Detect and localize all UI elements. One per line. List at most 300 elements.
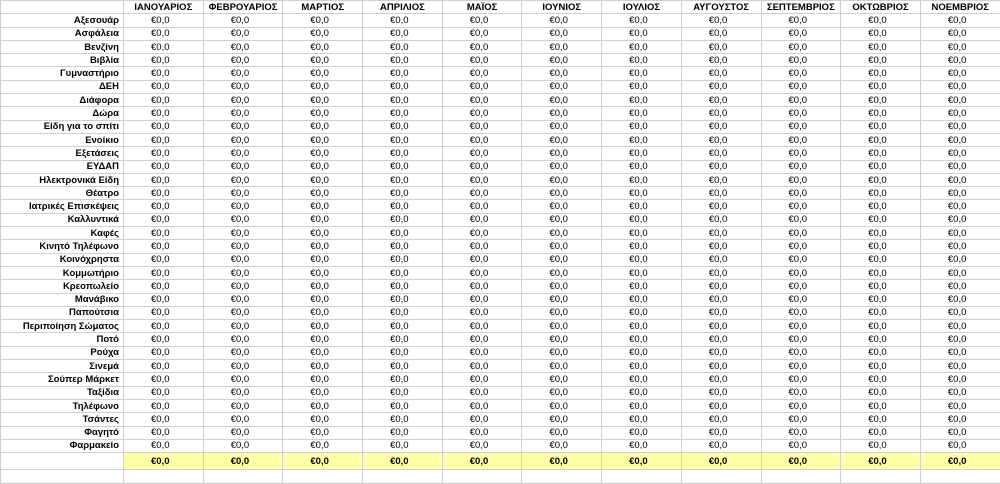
empty-cell[interactable] bbox=[761, 470, 841, 484]
value-cell[interactable]: €0,0 bbox=[124, 187, 204, 200]
value-cell[interactable]: €0,0 bbox=[602, 107, 682, 120]
value-cell[interactable]: €0,0 bbox=[761, 187, 841, 200]
value-cell[interactable]: €0,0 bbox=[124, 173, 204, 186]
value-cell[interactable]: €0,0 bbox=[761, 147, 841, 160]
value-cell[interactable]: €0,0 bbox=[602, 67, 682, 80]
value-cell[interactable]: €0,0 bbox=[602, 266, 682, 279]
value-cell[interactable]: €0,0 bbox=[920, 373, 1000, 386]
value-cell[interactable]: €0,0 bbox=[602, 187, 682, 200]
value-cell[interactable]: €0,0 bbox=[602, 94, 682, 107]
category-cell[interactable]: Κομμωτήριο bbox=[1, 266, 124, 279]
month-header-9[interactable]: ΣΕΠΤΕΜΒΡΙΟΣ bbox=[761, 1, 841, 14]
category-cell[interactable]: Διάφορα bbox=[1, 94, 124, 107]
value-cell[interactable]: €0,0 bbox=[681, 227, 761, 240]
value-cell[interactable]: €0,0 bbox=[363, 373, 443, 386]
value-cell[interactable]: €0,0 bbox=[602, 333, 682, 346]
value-cell[interactable]: €0,0 bbox=[522, 94, 602, 107]
value-cell[interactable]: €0,0 bbox=[363, 27, 443, 40]
value-cell[interactable]: €0,0 bbox=[442, 426, 522, 439]
empty-cell[interactable] bbox=[442, 470, 522, 484]
value-cell[interactable]: €0,0 bbox=[363, 253, 443, 266]
value-cell[interactable]: €0,0 bbox=[363, 67, 443, 80]
value-cell[interactable]: €0,0 bbox=[203, 426, 283, 439]
value-cell[interactable]: €0,0 bbox=[124, 133, 204, 146]
value-cell[interactable]: €0,0 bbox=[442, 213, 522, 226]
value-cell[interactable]: €0,0 bbox=[442, 187, 522, 200]
value-cell[interactable]: €0,0 bbox=[283, 293, 363, 306]
category-cell[interactable]: Καφές bbox=[1, 227, 124, 240]
value-cell[interactable]: €0,0 bbox=[363, 360, 443, 373]
value-cell[interactable]: €0,0 bbox=[602, 40, 682, 53]
category-cell[interactable]: Ποτό bbox=[1, 333, 124, 346]
value-cell[interactable]: €0,0 bbox=[681, 173, 761, 186]
value-cell[interactable]: €0,0 bbox=[203, 107, 283, 120]
value-cell[interactable]: €0,0 bbox=[602, 120, 682, 133]
value-cell[interactable]: €0,0 bbox=[203, 346, 283, 359]
value-cell[interactable]: €0,0 bbox=[841, 386, 921, 399]
value-cell[interactable]: €0,0 bbox=[602, 373, 682, 386]
value-cell[interactable]: €0,0 bbox=[681, 107, 761, 120]
value-cell[interactable]: €0,0 bbox=[124, 280, 204, 293]
value-cell[interactable]: €0,0 bbox=[283, 107, 363, 120]
value-cell[interactable]: €0,0 bbox=[841, 306, 921, 319]
value-cell[interactable]: €0,0 bbox=[920, 413, 1000, 426]
value-cell[interactable]: €0,0 bbox=[283, 147, 363, 160]
value-cell[interactable]: €0,0 bbox=[920, 426, 1000, 439]
value-cell[interactable]: €0,0 bbox=[761, 360, 841, 373]
value-cell[interactable]: €0,0 bbox=[124, 413, 204, 426]
value-cell[interactable]: €0,0 bbox=[602, 54, 682, 67]
value-cell[interactable]: €0,0 bbox=[203, 373, 283, 386]
value-cell[interactable]: €0,0 bbox=[761, 320, 841, 333]
value-cell[interactable]: €0,0 bbox=[203, 333, 283, 346]
value-cell[interactable]: €0,0 bbox=[920, 240, 1000, 253]
value-cell[interactable]: €0,0 bbox=[920, 54, 1000, 67]
value-cell[interactable]: €0,0 bbox=[522, 147, 602, 160]
value-cell[interactable]: €0,0 bbox=[841, 187, 921, 200]
value-cell[interactable]: €0,0 bbox=[602, 173, 682, 186]
value-cell[interactable]: €0,0 bbox=[841, 373, 921, 386]
value-cell[interactable]: €0,0 bbox=[681, 80, 761, 93]
value-cell[interactable]: €0,0 bbox=[203, 133, 283, 146]
empty-cell[interactable] bbox=[283, 470, 363, 484]
value-cell[interactable]: €0,0 bbox=[920, 333, 1000, 346]
value-cell[interactable]: €0,0 bbox=[522, 187, 602, 200]
value-cell[interactable]: €0,0 bbox=[283, 346, 363, 359]
category-cell[interactable]: Ασφάλεια bbox=[1, 27, 124, 40]
value-cell[interactable]: €0,0 bbox=[602, 439, 682, 452]
value-cell[interactable]: €0,0 bbox=[522, 413, 602, 426]
value-cell[interactable]: €0,0 bbox=[124, 386, 204, 399]
month-header-5[interactable]: ΜΑΪΟΣ bbox=[442, 1, 522, 14]
category-cell[interactable]: Θέατρο bbox=[1, 187, 124, 200]
category-cell[interactable]: ΕΥΔΑΠ bbox=[1, 160, 124, 173]
value-cell[interactable]: €0,0 bbox=[522, 346, 602, 359]
total-cell[interactable]: €0,0 bbox=[841, 453, 921, 470]
value-cell[interactable]: €0,0 bbox=[920, 439, 1000, 452]
value-cell[interactable]: €0,0 bbox=[363, 320, 443, 333]
value-cell[interactable]: €0,0 bbox=[920, 213, 1000, 226]
value-cell[interactable]: €0,0 bbox=[761, 120, 841, 133]
value-cell[interactable]: €0,0 bbox=[522, 386, 602, 399]
value-cell[interactable]: €0,0 bbox=[920, 200, 1000, 213]
value-cell[interactable]: €0,0 bbox=[681, 306, 761, 319]
value-cell[interactable]: €0,0 bbox=[920, 399, 1000, 412]
value-cell[interactable]: €0,0 bbox=[442, 80, 522, 93]
value-cell[interactable]: €0,0 bbox=[761, 346, 841, 359]
value-cell[interactable]: €0,0 bbox=[681, 253, 761, 266]
value-cell[interactable]: €0,0 bbox=[681, 54, 761, 67]
value-cell[interactable]: €0,0 bbox=[602, 200, 682, 213]
value-cell[interactable]: €0,0 bbox=[124, 227, 204, 240]
value-cell[interactable]: €0,0 bbox=[522, 439, 602, 452]
value-cell[interactable]: €0,0 bbox=[920, 27, 1000, 40]
value-cell[interactable]: €0,0 bbox=[602, 306, 682, 319]
value-cell[interactable]: €0,0 bbox=[522, 80, 602, 93]
value-cell[interactable]: €0,0 bbox=[124, 160, 204, 173]
value-cell[interactable]: €0,0 bbox=[841, 200, 921, 213]
value-cell[interactable]: €0,0 bbox=[363, 280, 443, 293]
value-cell[interactable]: €0,0 bbox=[442, 386, 522, 399]
value-cell[interactable]: €0,0 bbox=[602, 133, 682, 146]
value-cell[interactable]: €0,0 bbox=[522, 293, 602, 306]
value-cell[interactable]: €0,0 bbox=[681, 147, 761, 160]
category-cell[interactable]: Ιατρικές Επισκέψεις bbox=[1, 200, 124, 213]
value-cell[interactable]: €0,0 bbox=[363, 94, 443, 107]
category-cell[interactable]: Σινεμά bbox=[1, 360, 124, 373]
category-cell[interactable]: Παπούτσια bbox=[1, 306, 124, 319]
empty-cell[interactable] bbox=[681, 470, 761, 484]
value-cell[interactable]: €0,0 bbox=[602, 213, 682, 226]
category-cell[interactable]: Ηλεκτρονικά Είδη bbox=[1, 173, 124, 186]
value-cell[interactable]: €0,0 bbox=[363, 346, 443, 359]
value-cell[interactable]: €0,0 bbox=[920, 94, 1000, 107]
corner-cell[interactable] bbox=[1, 1, 124, 14]
value-cell[interactable]: €0,0 bbox=[203, 94, 283, 107]
value-cell[interactable]: €0,0 bbox=[203, 386, 283, 399]
value-cell[interactable]: €0,0 bbox=[283, 200, 363, 213]
value-cell[interactable]: €0,0 bbox=[442, 253, 522, 266]
value-cell[interactable]: €0,0 bbox=[841, 67, 921, 80]
total-cell[interactable]: €0,0 bbox=[363, 453, 443, 470]
value-cell[interactable]: €0,0 bbox=[761, 399, 841, 412]
month-header-4[interactable]: ΑΠΡΙΛΙΟΣ bbox=[363, 1, 443, 14]
value-cell[interactable]: €0,0 bbox=[841, 293, 921, 306]
category-cell[interactable]: Δώρα bbox=[1, 107, 124, 120]
value-cell[interactable]: €0,0 bbox=[203, 173, 283, 186]
value-cell[interactable]: €0,0 bbox=[761, 40, 841, 53]
value-cell[interactable]: €0,0 bbox=[363, 240, 443, 253]
value-cell[interactable]: €0,0 bbox=[283, 54, 363, 67]
value-cell[interactable]: €0,0 bbox=[283, 187, 363, 200]
total-cell[interactable]: €0,0 bbox=[522, 453, 602, 470]
value-cell[interactable]: €0,0 bbox=[681, 280, 761, 293]
value-cell[interactable]: €0,0 bbox=[841, 333, 921, 346]
value-cell[interactable]: €0,0 bbox=[602, 14, 682, 27]
value-cell[interactable]: €0,0 bbox=[283, 373, 363, 386]
value-cell[interactable]: €0,0 bbox=[681, 386, 761, 399]
total-cell[interactable]: €0,0 bbox=[124, 453, 204, 470]
value-cell[interactable]: €0,0 bbox=[283, 306, 363, 319]
value-cell[interactable]: €0,0 bbox=[761, 94, 841, 107]
value-cell[interactable]: €0,0 bbox=[363, 333, 443, 346]
value-cell[interactable]: €0,0 bbox=[203, 67, 283, 80]
value-cell[interactable]: €0,0 bbox=[761, 227, 841, 240]
value-cell[interactable]: €0,0 bbox=[522, 27, 602, 40]
value-cell[interactable]: €0,0 bbox=[203, 293, 283, 306]
value-cell[interactable]: €0,0 bbox=[920, 67, 1000, 80]
value-cell[interactable]: €0,0 bbox=[841, 27, 921, 40]
value-cell[interactable]: €0,0 bbox=[920, 147, 1000, 160]
value-cell[interactable]: €0,0 bbox=[522, 426, 602, 439]
value-cell[interactable]: €0,0 bbox=[203, 147, 283, 160]
value-cell[interactable]: €0,0 bbox=[283, 14, 363, 27]
value-cell[interactable]: €0,0 bbox=[841, 120, 921, 133]
value-cell[interactable]: €0,0 bbox=[602, 360, 682, 373]
value-cell[interactable]: €0,0 bbox=[681, 399, 761, 412]
value-cell[interactable]: €0,0 bbox=[681, 133, 761, 146]
total-cell[interactable]: €0,0 bbox=[681, 453, 761, 470]
value-cell[interactable]: €0,0 bbox=[363, 266, 443, 279]
value-cell[interactable]: €0,0 bbox=[761, 280, 841, 293]
value-cell[interactable]: €0,0 bbox=[442, 107, 522, 120]
value-cell[interactable]: €0,0 bbox=[522, 227, 602, 240]
category-cell[interactable]: Ρούχα bbox=[1, 346, 124, 359]
category-cell[interactable]: Φαρμακείο bbox=[1, 439, 124, 452]
value-cell[interactable]: €0,0 bbox=[761, 67, 841, 80]
value-cell[interactable]: €0,0 bbox=[761, 426, 841, 439]
value-cell[interactable]: €0,0 bbox=[920, 14, 1000, 27]
value-cell[interactable]: €0,0 bbox=[124, 373, 204, 386]
value-cell[interactable]: €0,0 bbox=[761, 14, 841, 27]
value-cell[interactable]: €0,0 bbox=[363, 200, 443, 213]
value-cell[interactable]: €0,0 bbox=[681, 360, 761, 373]
value-cell[interactable]: €0,0 bbox=[363, 40, 443, 53]
value-cell[interactable]: €0,0 bbox=[442, 147, 522, 160]
total-cell[interactable]: €0,0 bbox=[761, 453, 841, 470]
value-cell[interactable]: €0,0 bbox=[681, 120, 761, 133]
value-cell[interactable]: €0,0 bbox=[442, 40, 522, 53]
value-cell[interactable]: €0,0 bbox=[203, 80, 283, 93]
value-cell[interactable]: €0,0 bbox=[124, 253, 204, 266]
value-cell[interactable]: €0,0 bbox=[761, 160, 841, 173]
value-cell[interactable]: €0,0 bbox=[602, 240, 682, 253]
value-cell[interactable]: €0,0 bbox=[841, 14, 921, 27]
value-cell[interactable]: €0,0 bbox=[283, 240, 363, 253]
value-cell[interactable]: €0,0 bbox=[681, 240, 761, 253]
value-cell[interactable]: €0,0 bbox=[363, 80, 443, 93]
value-cell[interactable]: €0,0 bbox=[522, 320, 602, 333]
value-cell[interactable]: €0,0 bbox=[203, 240, 283, 253]
value-cell[interactable]: €0,0 bbox=[761, 200, 841, 213]
value-cell[interactable]: €0,0 bbox=[203, 213, 283, 226]
value-cell[interactable]: €0,0 bbox=[442, 54, 522, 67]
value-cell[interactable]: €0,0 bbox=[681, 67, 761, 80]
month-header-8[interactable]: ΑΥΓΟΥΣΤΟΣ bbox=[681, 1, 761, 14]
value-cell[interactable]: €0,0 bbox=[681, 346, 761, 359]
value-cell[interactable]: €0,0 bbox=[283, 94, 363, 107]
value-cell[interactable]: €0,0 bbox=[203, 360, 283, 373]
value-cell[interactable]: €0,0 bbox=[920, 160, 1000, 173]
value-cell[interactable]: €0,0 bbox=[841, 173, 921, 186]
value-cell[interactable]: €0,0 bbox=[761, 293, 841, 306]
value-cell[interactable]: €0,0 bbox=[283, 439, 363, 452]
value-cell[interactable]: €0,0 bbox=[442, 200, 522, 213]
value-cell[interactable]: €0,0 bbox=[442, 160, 522, 173]
value-cell[interactable]: €0,0 bbox=[841, 413, 921, 426]
value-cell[interactable]: €0,0 bbox=[363, 187, 443, 200]
value-cell[interactable]: €0,0 bbox=[602, 413, 682, 426]
value-cell[interactable]: €0,0 bbox=[841, 266, 921, 279]
category-cell[interactable]: Φαγητό bbox=[1, 426, 124, 439]
empty-cell[interactable] bbox=[363, 470, 443, 484]
category-cell[interactable]: Βενζίνη bbox=[1, 40, 124, 53]
value-cell[interactable]: €0,0 bbox=[602, 426, 682, 439]
value-cell[interactable]: €0,0 bbox=[522, 373, 602, 386]
value-cell[interactable]: €0,0 bbox=[124, 80, 204, 93]
value-cell[interactable]: €0,0 bbox=[602, 253, 682, 266]
value-cell[interactable]: €0,0 bbox=[363, 439, 443, 452]
value-cell[interactable]: €0,0 bbox=[681, 439, 761, 452]
value-cell[interactable]: €0,0 bbox=[761, 54, 841, 67]
value-cell[interactable]: €0,0 bbox=[124, 94, 204, 107]
value-cell[interactable]: €0,0 bbox=[602, 399, 682, 412]
value-cell[interactable]: €0,0 bbox=[203, 40, 283, 53]
value-cell[interactable]: €0,0 bbox=[920, 280, 1000, 293]
value-cell[interactable]: €0,0 bbox=[442, 320, 522, 333]
value-cell[interactable]: €0,0 bbox=[841, 213, 921, 226]
value-cell[interactable]: €0,0 bbox=[602, 147, 682, 160]
value-cell[interactable]: €0,0 bbox=[761, 107, 841, 120]
value-cell[interactable]: €0,0 bbox=[124, 360, 204, 373]
value-cell[interactable]: €0,0 bbox=[681, 40, 761, 53]
value-cell[interactable]: €0,0 bbox=[124, 200, 204, 213]
value-cell[interactable]: €0,0 bbox=[442, 360, 522, 373]
category-cell[interactable]: Κρεοπωλείο bbox=[1, 280, 124, 293]
value-cell[interactable]: €0,0 bbox=[124, 240, 204, 253]
value-cell[interactable]: €0,0 bbox=[920, 306, 1000, 319]
value-cell[interactable]: €0,0 bbox=[442, 346, 522, 359]
value-cell[interactable]: €0,0 bbox=[442, 240, 522, 253]
category-cell[interactable]: Γυμναστήριο bbox=[1, 67, 124, 80]
month-header-7[interactable]: ΙΟΥΛΙΟΣ bbox=[602, 1, 682, 14]
month-header-10[interactable]: ΟΚΤΩΒΡΙΟΣ bbox=[841, 1, 921, 14]
value-cell[interactable]: €0,0 bbox=[124, 14, 204, 27]
value-cell[interactable]: €0,0 bbox=[602, 293, 682, 306]
value-cell[interactable]: €0,0 bbox=[841, 107, 921, 120]
empty-cell[interactable] bbox=[1, 470, 124, 484]
value-cell[interactable]: €0,0 bbox=[522, 360, 602, 373]
value-cell[interactable]: €0,0 bbox=[920, 346, 1000, 359]
value-cell[interactable]: €0,0 bbox=[681, 200, 761, 213]
value-cell[interactable]: €0,0 bbox=[203, 160, 283, 173]
value-cell[interactable]: €0,0 bbox=[920, 187, 1000, 200]
value-cell[interactable]: €0,0 bbox=[522, 173, 602, 186]
value-cell[interactable]: €0,0 bbox=[442, 293, 522, 306]
value-cell[interactable]: €0,0 bbox=[602, 320, 682, 333]
category-cell[interactable]: Κοινόχρηστα bbox=[1, 253, 124, 266]
value-cell[interactable]: €0,0 bbox=[283, 320, 363, 333]
value-cell[interactable]: €0,0 bbox=[761, 27, 841, 40]
value-cell[interactable]: €0,0 bbox=[522, 120, 602, 133]
value-cell[interactable]: €0,0 bbox=[124, 213, 204, 226]
value-cell[interactable]: €0,0 bbox=[283, 27, 363, 40]
value-cell[interactable]: €0,0 bbox=[283, 386, 363, 399]
value-cell[interactable]: €0,0 bbox=[920, 80, 1000, 93]
category-cell[interactable]: Τσάντες bbox=[1, 413, 124, 426]
value-cell[interactable]: €0,0 bbox=[761, 213, 841, 226]
value-cell[interactable]: €0,0 bbox=[522, 133, 602, 146]
value-cell[interactable]: €0,0 bbox=[442, 133, 522, 146]
value-cell[interactable]: €0,0 bbox=[522, 253, 602, 266]
value-cell[interactable]: €0,0 bbox=[841, 54, 921, 67]
value-cell[interactable]: €0,0 bbox=[681, 160, 761, 173]
value-cell[interactable]: €0,0 bbox=[920, 320, 1000, 333]
empty-cell[interactable] bbox=[841, 470, 921, 484]
value-cell[interactable]: €0,0 bbox=[761, 386, 841, 399]
value-cell[interactable]: €0,0 bbox=[124, 54, 204, 67]
value-cell[interactable]: €0,0 bbox=[841, 94, 921, 107]
month-header-11[interactable]: ΝΟΕΜΒΡΙΟΣ bbox=[920, 1, 1000, 14]
month-header-3[interactable]: ΜΑΡΤΙΟΣ bbox=[283, 1, 363, 14]
value-cell[interactable]: €0,0 bbox=[124, 107, 204, 120]
value-cell[interactable]: €0,0 bbox=[363, 426, 443, 439]
value-cell[interactable]: €0,0 bbox=[124, 67, 204, 80]
value-cell[interactable]: €0,0 bbox=[363, 227, 443, 240]
value-cell[interactable]: €0,0 bbox=[203, 280, 283, 293]
value-cell[interactable]: €0,0 bbox=[442, 14, 522, 27]
value-cell[interactable]: €0,0 bbox=[681, 320, 761, 333]
value-cell[interactable]: €0,0 bbox=[920, 360, 1000, 373]
value-cell[interactable]: €0,0 bbox=[124, 399, 204, 412]
value-cell[interactable]: €0,0 bbox=[203, 227, 283, 240]
value-cell[interactable]: €0,0 bbox=[124, 266, 204, 279]
category-cell[interactable]: Αξεσουάρ bbox=[1, 14, 124, 27]
value-cell[interactable]: €0,0 bbox=[920, 133, 1000, 146]
total-cell[interactable]: €0,0 bbox=[442, 453, 522, 470]
value-cell[interactable]: €0,0 bbox=[283, 426, 363, 439]
category-cell[interactable]: Είδη για το σπίτι bbox=[1, 120, 124, 133]
total-cell[interactable]: €0,0 bbox=[283, 453, 363, 470]
value-cell[interactable]: €0,0 bbox=[442, 27, 522, 40]
value-cell[interactable]: €0,0 bbox=[681, 27, 761, 40]
value-cell[interactable]: €0,0 bbox=[522, 266, 602, 279]
value-cell[interactable]: €0,0 bbox=[841, 399, 921, 412]
value-cell[interactable]: €0,0 bbox=[363, 306, 443, 319]
value-cell[interactable]: €0,0 bbox=[681, 187, 761, 200]
value-cell[interactable]: €0,0 bbox=[442, 94, 522, 107]
value-cell[interactable]: €0,0 bbox=[920, 173, 1000, 186]
total-cell[interactable]: €0,0 bbox=[602, 453, 682, 470]
value-cell[interactable]: €0,0 bbox=[363, 413, 443, 426]
value-cell[interactable]: €0,0 bbox=[841, 80, 921, 93]
empty-cell[interactable] bbox=[203, 470, 283, 484]
value-cell[interactable]: €0,0 bbox=[522, 333, 602, 346]
value-cell[interactable]: €0,0 bbox=[602, 280, 682, 293]
month-header-6[interactable]: ΙΟΥΝΙΟΣ bbox=[522, 1, 602, 14]
value-cell[interactable]: €0,0 bbox=[920, 386, 1000, 399]
category-cell[interactable]: ΔΕΗ bbox=[1, 80, 124, 93]
value-cell[interactable]: €0,0 bbox=[841, 426, 921, 439]
value-cell[interactable]: €0,0 bbox=[283, 133, 363, 146]
value-cell[interactable]: €0,0 bbox=[761, 133, 841, 146]
value-cell[interactable]: €0,0 bbox=[841, 439, 921, 452]
value-cell[interactable]: €0,0 bbox=[363, 293, 443, 306]
value-cell[interactable]: €0,0 bbox=[283, 67, 363, 80]
value-cell[interactable]: €0,0 bbox=[841, 253, 921, 266]
category-cell[interactable]: Μανάβικο bbox=[1, 293, 124, 306]
total-cell[interactable]: €0,0 bbox=[920, 453, 1000, 470]
